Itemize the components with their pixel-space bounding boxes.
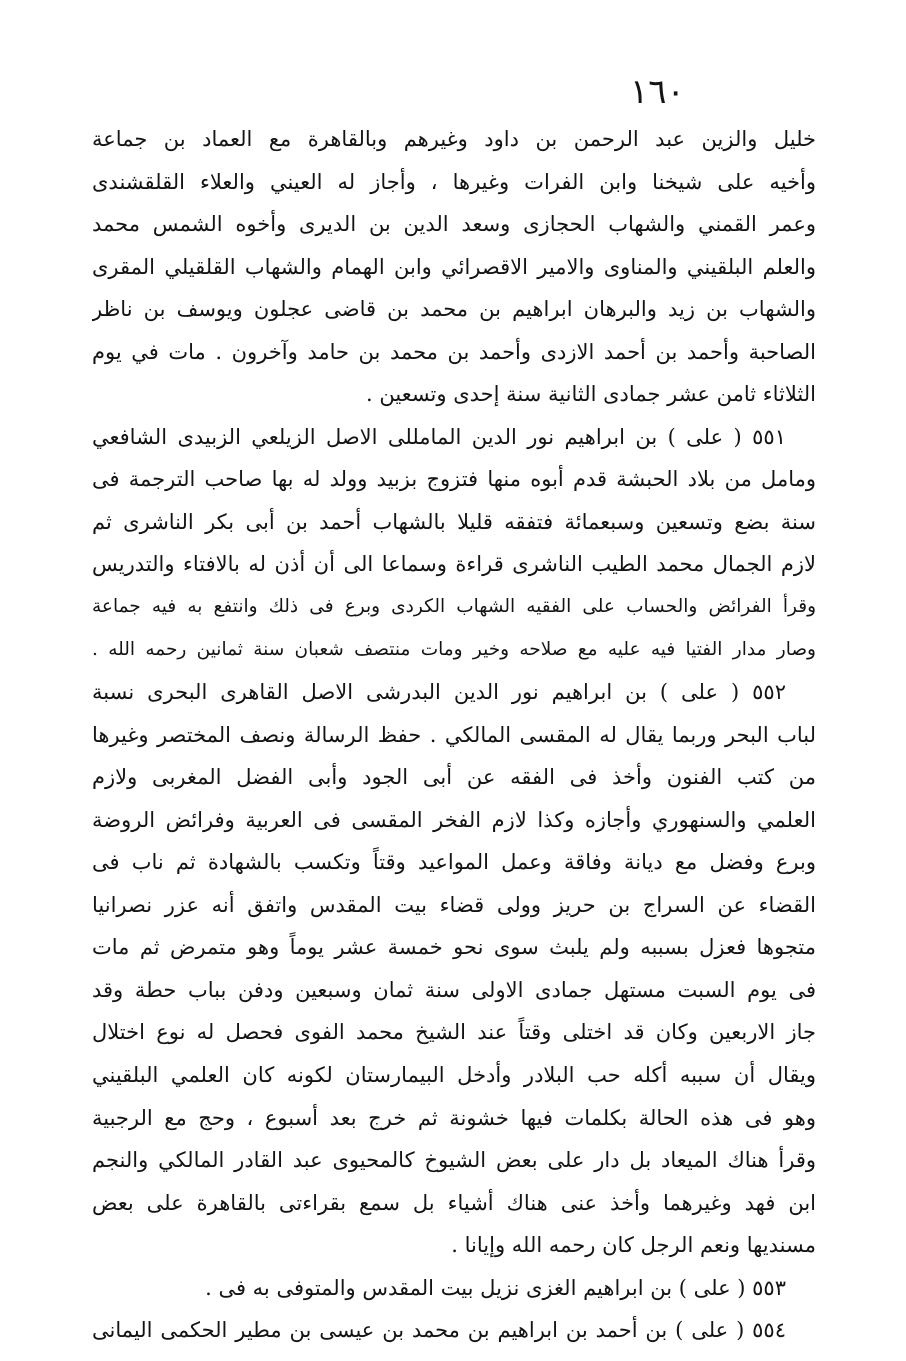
text-line: من كتب الفنون وأخذ فى الفقه عن أبى الجود وأبى الفضل المغربى ولازم (92, 765, 816, 790)
entry-heading: ٥٥٤ ( على ) بن أحمد بن ابراهيم بن محمد بن عيسى بن مطير الحكمى اليمانى (92, 1318, 786, 1343)
text-line: مسنديها ونعم الرجل كان رحمه الله وإيانا . (451, 1233, 816, 1258)
text-line: خليل والزين عبد الرحمن بن داود وغيرهم وبالقاهرة مع العماد بن جماعة (92, 127, 816, 151)
page-text (92, 118, 816, 1352)
text-line: وعمر القمني والشهاب الحجازى وسعد الدين بن الديرى وأخوه الشمس محمد (92, 212, 816, 237)
text-line: متجوها فعزل بسببه ولم يلبث سوى نحو خمسة عشر يوماً وهو متمرض ثم مات (92, 935, 816, 960)
entry-heading: ٥٥٢ ( على ) بن ابراهيم نور الدين البدرشى الاصل القاهرى البحرى نسبة (92, 680, 786, 705)
text-line: لازم الجمال محمد الطيب الناشرى قراءة وسماعا الى أن أذن له بالافتاء والتدريس (92, 552, 816, 577)
text-line: سنة بضع وتسعين وسبعمائة فتفقه قليلا بالشهاب أحمد بن أبى بكر الناشرى ثم (92, 509, 816, 534)
text-line: وهو فى هذه الحالة بكلمات فيها خشونة ثم خرج بعد أسبوع ، وحج مع الرجبية (92, 1105, 816, 1130)
page-number: ١٦٠ (630, 72, 685, 112)
text-line: فى يوم السبت مستهل جمادى الاولى سنة ثمان وسبعين ودفن بباب حطة وقد (92, 977, 816, 1002)
text-line: وصار مدار الفتيا فيه عليه مع صلاحه وخير ومات منتصف شعبان سنة ثمانين رحمه الله . (92, 638, 816, 660)
text-line: وقرأ الفرائض والحساب على الفقيه الشهاب الكردى وبرع فى ذلك وانتفع به فيه جماعة (92, 596, 816, 618)
text-line: والشهاب بن زيد والبرهان ابراهيم بن محمد بن قاضى عجلون ويوسف بن ناظر (92, 297, 816, 322)
text-line: الصاحبة وأحمد بن أحمد الازدى وأحمد بن محمد بن حامد وآخرون . مات في يوم (92, 339, 816, 364)
entry-heading: ٥٥١ ( على ) بن ابراهيم نور الدين المامللى الاصل الزيلعي الزبيدى الشافعي (92, 424, 786, 449)
text-line: وأخيه على شيخنا وابن الفرات وغيرها ، وأجاز له العيني والعلاء القلقشندى (92, 169, 816, 194)
text-line: القضاء عن السراج بن حريز وولى قضاء بيت المقدس واتفق أنه عزر نصرانيا (92, 892, 816, 917)
text-line: ومامل من بلاد الحبشة قدم أبوه منها فتزوج بزبيد وولد له بها صاحب الترجمة فى (92, 467, 816, 492)
text-line: لباب البحر وربما يقال له المقسى المالكي . حفظ الرسالة ونصف المختصر وغيرها (92, 722, 816, 747)
text-line: الثلاثاء ثامن عشر جمادى الثانية سنة إحدى وتسعين . (366, 382, 816, 407)
entry-heading: ٥٥٣ ( على ) بن ابراهيم الغزى نزيل بيت المقدس والمتوفى به فى . (205, 1275, 786, 1300)
text-line: ابن فهد وغيرهما وأخذ عنى هناك أشياء بل سمع بقراءتى بالقاهرة على بعض (92, 1190, 816, 1215)
text-line: وقرأ هناك الميعاد بل دار على بعض الشيوخ كالمحيوى عبد القادر المالكي والنجم (92, 1148, 816, 1173)
text-line: ويقال أن سببه أكله حب البلادر وأدخل البيمارستان لكونه كان العلمي البلقيني (92, 1063, 816, 1088)
text-line: العلمي والسنهوري وأجازه وكذا لازم الفخر المقسى فى العربية وفرائض الروضة (92, 807, 816, 832)
text-line: وبرع وفضل مع ديانة وفاقة وعمل المواعيد وقتاً وتكسب بالشهادة ثم ناب فى (92, 850, 816, 875)
text-line: جاز الاربعين وكان قد اختلى وقتاً عند الشيخ محمد الفوى فحصل له نوع اختلال (92, 1020, 816, 1045)
text-line: والعلم البلقيني والمناوى والامير الاقصرائي وابن الهمام والشهاب القلقيلي المقرى (92, 254, 816, 279)
